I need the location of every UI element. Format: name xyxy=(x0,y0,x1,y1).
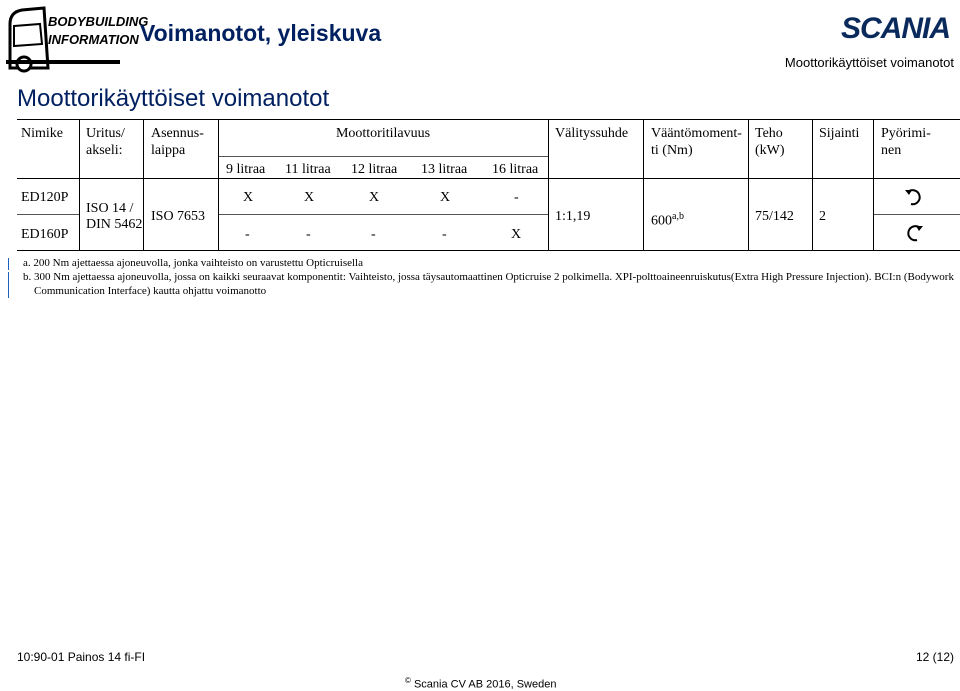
header-moottoritilavuus: Moottoritilavuus xyxy=(335,126,431,141)
col-divider xyxy=(873,119,874,250)
header-asennus-line2: laippa xyxy=(151,143,186,158)
row-ed120p-mark-16: - xyxy=(514,190,519,205)
header-volume-9: 9 litraa xyxy=(226,162,266,177)
header-volume-12: 12 litraa xyxy=(351,162,398,177)
volume-subheader-rule xyxy=(218,156,548,157)
col-divider xyxy=(79,119,80,250)
teho-value: 75/142 xyxy=(755,209,794,224)
header-pyorimi-line1: Pyörimi- xyxy=(881,126,931,141)
row-divider-rule xyxy=(218,214,548,215)
header-sijainti: Sijainti xyxy=(819,126,860,141)
header-pyorimi-line2: nen xyxy=(881,143,902,158)
header-volume-11: 11 litraa xyxy=(285,162,331,177)
row-ed120p-mark-11: X xyxy=(304,190,315,205)
header-subtitle: Moottorikäyttöiset voimanotot xyxy=(784,55,954,70)
copyright-symbol: © xyxy=(405,676,411,685)
valityssuhde-value: 1:1,19 xyxy=(555,209,591,224)
scania-logo-text: SCANIA xyxy=(840,12,950,45)
footer-document-id: 10:90-01 Painos 14 fi-FI xyxy=(17,650,146,664)
row-ed120p-nimike: ED120P xyxy=(21,190,69,205)
col-divider xyxy=(548,119,549,250)
row-divider-rule-right xyxy=(873,214,960,215)
uritus-value-line2: DIN 5462 xyxy=(86,217,143,232)
scania-logo xyxy=(802,6,952,46)
row-ed160p-mark-11: - xyxy=(306,227,311,242)
section-title: Moottorikäyttöiset voimanotot xyxy=(17,85,330,112)
change-bar xyxy=(8,258,9,270)
rotate-counterclockwise-icon xyxy=(903,186,925,208)
row-ed160p-nimike: ED160P xyxy=(21,227,69,242)
col-divider xyxy=(812,119,813,250)
footnote-a: a. 200 Nm ajettaessa ajoneuvolla, jonka vaihteisto on varustettu Opticruisella xyxy=(23,257,363,269)
sijainti-value: 2 xyxy=(819,209,826,224)
logo-text-line2: INFORMATION xyxy=(48,32,139,47)
vaanto-value xyxy=(651,208,684,230)
table-bottom-rule xyxy=(17,250,960,251)
header-volume-16: 16 litraa xyxy=(492,162,539,177)
row-ed160p-mark-16: X xyxy=(511,227,522,242)
row-ed160p-mark-9: - xyxy=(245,227,250,242)
col-divider xyxy=(748,119,749,250)
row-ed160p-mark-12: - xyxy=(371,227,376,242)
header-vaanto-line1: Vääntömoment- xyxy=(651,126,742,141)
vaanto-number: 600 xyxy=(651,213,672,229)
header-volume-13: 13 litraa xyxy=(421,162,468,177)
asennus-value: ISO 7653 xyxy=(151,209,206,224)
header-uritus-line2: akseli: xyxy=(86,143,123,158)
header-nimike: Nimike xyxy=(21,126,63,141)
header-teho-line2: (kW) xyxy=(755,143,785,158)
logo-text-line1: BODYBUILDING xyxy=(48,14,149,29)
bodybuilding-information-logo xyxy=(4,2,149,74)
footer-page-number: 12 (12) xyxy=(915,650,954,664)
header-uritus-line1: Uritus/ xyxy=(86,126,125,141)
row-ed120p-mark-13: X xyxy=(440,190,451,205)
row-divider-rule-left xyxy=(17,214,79,215)
vaanto-footnote-ref: a,b xyxy=(672,211,684,222)
footnote-b-line1: b. 300 Nm ajettaessa ajoneuvolla, jossa on kaikki seuraavat komponentit: Vaihteisto, jossa täysautomaattinen Opticruise 2 polkimella. XPI-polttoaineenruiskutus(Extra High Pressure Injection). BCI:n (Bodywork xyxy=(23,271,954,283)
copyright-text: Scania CV AB 2016, Sweden xyxy=(413,678,557,691)
col-divider xyxy=(643,119,644,250)
footnote-b-line2: Communication Interface) kautta ohjattu voimanotto xyxy=(34,285,267,297)
rotate-clockwise-icon xyxy=(903,222,925,244)
table-top-rule xyxy=(17,119,960,120)
change-bar xyxy=(8,272,9,298)
col-divider xyxy=(143,119,144,250)
row-ed160p-mark-13: - xyxy=(442,227,447,242)
header-asennus-line1: Asennus- xyxy=(151,126,204,141)
footer-copyright xyxy=(405,676,556,691)
header-valityssuhde: Välityssuhde xyxy=(555,126,629,141)
page-title: Voimanotot, yleiskuva xyxy=(140,20,382,46)
uritus-value-line1: ISO 14 / xyxy=(86,201,134,216)
header-vaanto-line2: ti (Nm) xyxy=(651,143,693,158)
row-ed120p-mark-12: X xyxy=(369,190,380,205)
header-bottom-rule xyxy=(17,178,960,179)
row-ed120p-mark-9: X xyxy=(243,190,254,205)
header-teho-line1: Teho xyxy=(755,126,783,141)
